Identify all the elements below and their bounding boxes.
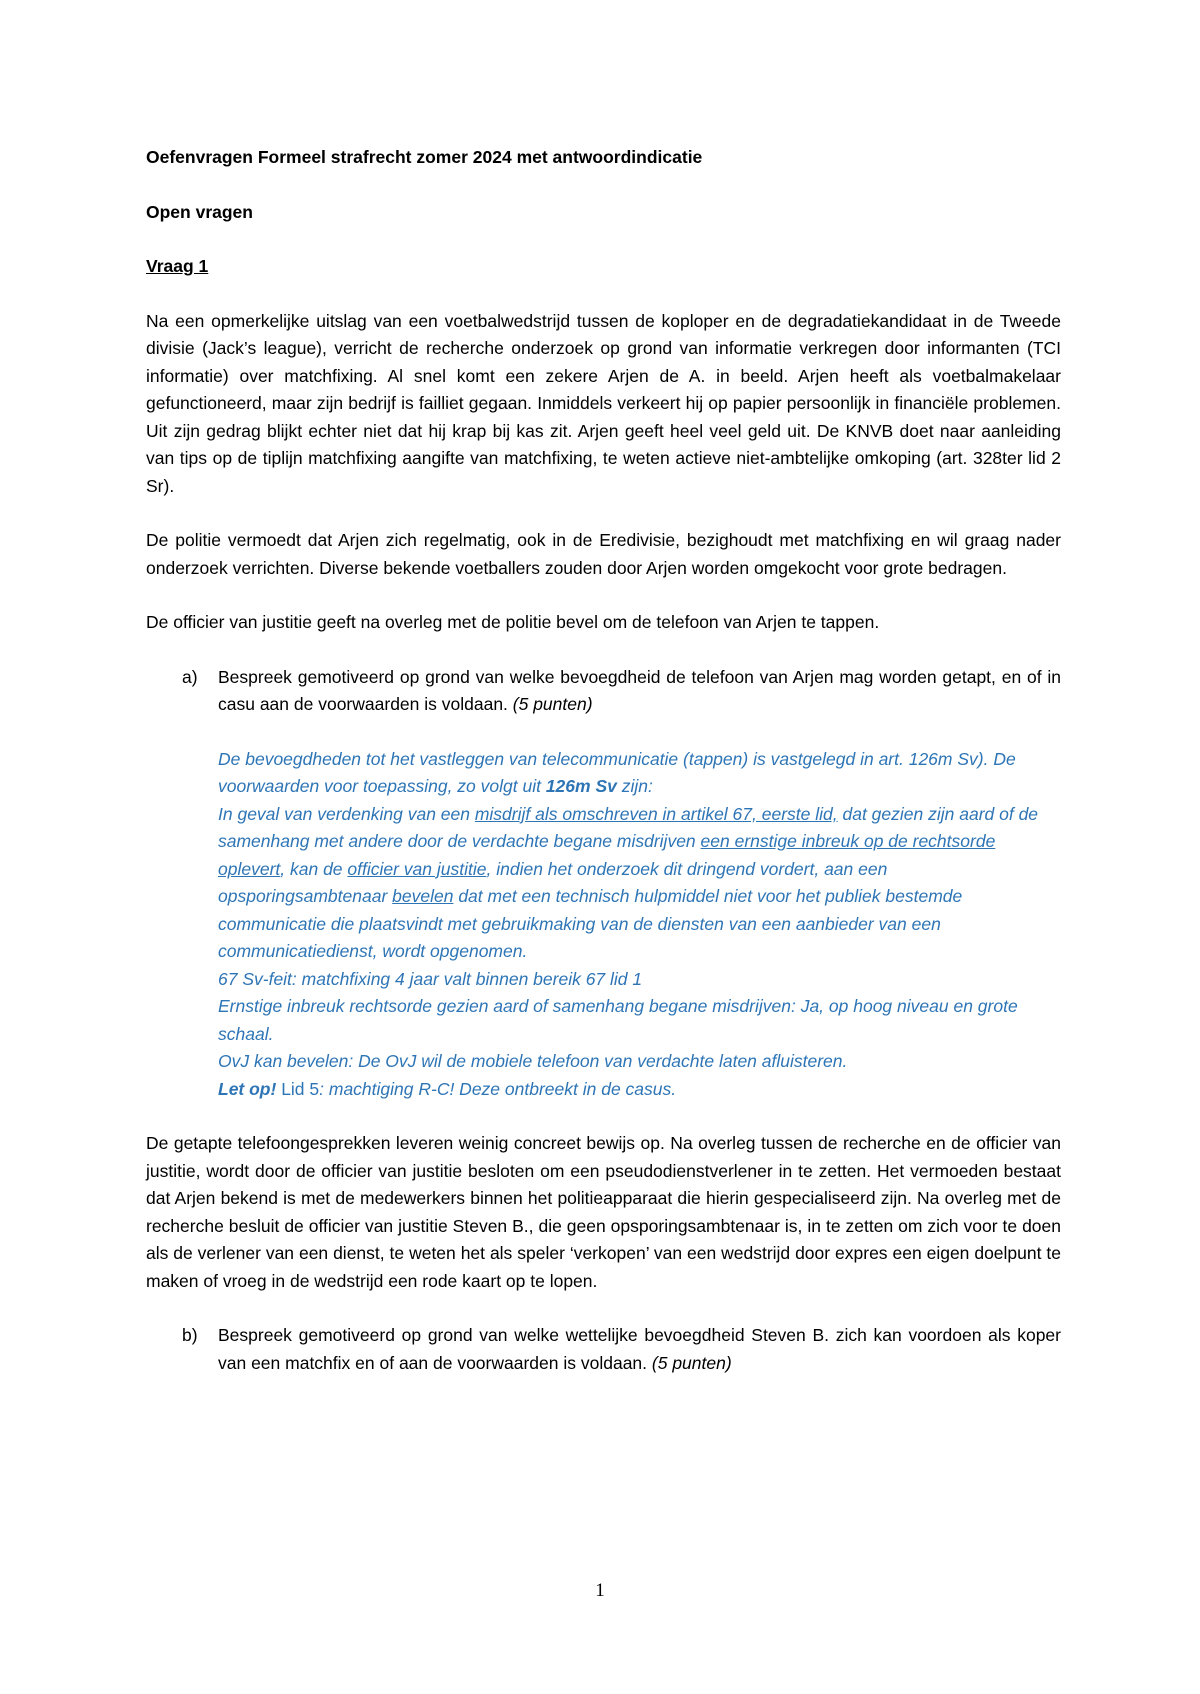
law-text-part-4: , indien het onderzoek dit dringend vordert, aan een opsporingsambtenaar (218, 858, 888, 906)
answer-a-point-3: OvJ kan bevelen: De OvJ wil de mobiele telefoon van verdachte laten afluisteren. (218, 1051, 848, 1071)
answer-a-note (218, 1076, 1061, 1104)
question-b (146, 1322, 1061, 1377)
answer-a-note-label: Let op! (218, 1078, 277, 1099)
answer-a-point-1: 67 Sv-feit: matchfixing 4 jaar valt binnen bereik 67 lid 1 (218, 968, 643, 989)
law-text-underline-4: bevelen (392, 886, 454, 906)
law-text-part-5: dat met een technisch hulpmiddel niet voor het publiek bestemde communicatie die plaatsvindt met gebruikmaking van de diensten van een aanbieder van een communicatiedienst, wordt opgenomen. (218, 886, 963, 961)
intro-paragraph-2: De politie vermoedt dat Arjen zich regelmatig, ook in de Eredivisie, bezighoudt met matchfixing en wil graag nader onderzoek verrichten. Diverse bekende voetballers zouden door Arjen worden omgekocht voor grote bedragen. (146, 530, 1061, 578)
question-heading: Vraag 1 (146, 256, 209, 276)
answer-a-law-text (218, 801, 1061, 966)
answer-a-note-lid: Lid 5 (276, 1078, 320, 1099)
answer-a-intro-end: zijn: (616, 776, 653, 796)
answer-a-intro-text: De bevoegdheden tot het vastleggen van telecommunicatie (tappen) is vastgelegd in art. 126m Sv). De voorwaarden voor toepassing, zo volgt uit (218, 748, 1016, 796)
question-b-points: (5 punten) (651, 1352, 732, 1373)
law-text-part-1: In geval van verdenking van een (218, 803, 475, 824)
page-number: 1 (595, 1580, 605, 1601)
question-a (146, 664, 1061, 719)
intro-paragraph-1: Na een opmerkelijke uitslag van een voetbalwedstrijd tussen de koploper en de degradatiekandidaat in de Tweede divisie (Jack’s league), verricht de recherche onderzoek op grond van informatie verkregen door informanten (TCI informatie) over matchfixing. Al snel komt een zekere Arjen de A. in beeld. Arjen heeft als voetbalmakelaar gefunctioneerd, maar zijn bedrijf is failliet gegaan. Inmiddels verkeert hij op papier persoonlijk in financiële problemen. Uit zijn gedrag blijkt echter niet dat hij krap bij kas zit. Arjen geeft heel veel geld uit. De KNVB doet naar aanleiding van tips op de tiplijn matchfixing aangifte van matchfixing, te weten actieve niet-ambtelijke omkoping (art. 328ter lid 2 Sr). (146, 310, 1061, 496)
law-text-part-3: , kan de (280, 858, 348, 879)
answer-a (218, 746, 1061, 1104)
middle-paragraph: De getapte telefoongesprekken leveren weinig concreet bewijs op. Na overleg tussen de recherche en de officier van justitie, wordt door de officier van justitie besloten om een pseudodienstverlener in te zetten. Het vermoeden bestaat dat Arjen bekend is met de medewerkers binnen het politieapparaat die hierin gespecialiseerd zijn. Na overleg met de recherche besluit de officier van justitie Steven B., die geen opsporingsambtenaar is, in te zetten om zich voor te doen als de verlener van een dienst, te weten het als speler ‘verkopen’ van een wedstrijd door expres een eigen doelpunt te maken of vroeg in de wedstrijd een rode kaart op te lopen. (146, 1133, 1061, 1291)
question-a-text: Bespreek gemotiveerd op grond van welke bevoegdheid de telefoon van Arjen mag worden getapt, en of in casu aan de voorwaarden is voldaan. (218, 666, 1061, 714)
intro-paragraph-3: De officier van justitie geeft na overleg met de politie bevel om de telefoon van Arjen te tappen. (146, 612, 880, 632)
page-content (146, 144, 1061, 1404)
law-text-underline-2: een ernstige inbreuk op de rechtsorde oplevert (218, 831, 996, 879)
document-title: Oefenvragen Formeel strafrecht zomer 2024 met antwoordindicatie (146, 147, 703, 167)
question-a-points: (5 punten) (512, 694, 593, 714)
law-text-part-2: dat gezien zijn aard of de samenhang met andere door de verdachte begane misdrijven (218, 803, 1039, 851)
answer-a-intro (218, 746, 1061, 801)
question-b-label: b) (182, 1325, 198, 1345)
law-text-underline-1: misdrijf als omschreven in artikel 67, eerste lid, (474, 803, 838, 824)
question-a-label: a) (182, 666, 198, 687)
law-text-underline-3: officier van justitie (347, 858, 487, 879)
question-b-text: Bespreek gemotiveerd op grond van welke wettelijke bevoegdheid Steven B. zich kan voordoen als koper van een matchfix en of aan de voorwaarden is voldaan. (218, 1325, 1061, 1373)
answer-a-point-2: Ernstige inbreuk rechtsorde gezien aard of samenhang begane misdrijven: Ja, op hoog niveau en grote schaal. (218, 996, 1018, 1044)
section-heading: Open vragen (146, 201, 253, 222)
answer-a-note-text: : machtiging R-C! Deze ontbreekt in de casus. (319, 1078, 677, 1099)
answer-a-article-ref: 126m Sv (545, 776, 617, 796)
